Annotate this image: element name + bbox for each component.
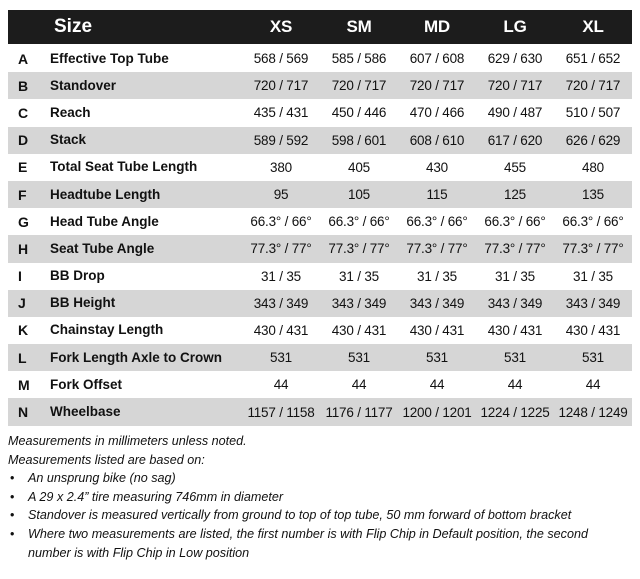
header-size-sm: SM xyxy=(346,17,372,36)
row-measurement-name: Wheelbase xyxy=(50,404,121,420)
table-row xyxy=(8,371,632,398)
cell-value-xl: 343 / 349 xyxy=(565,295,621,311)
cell-value-lg: 629 / 630 xyxy=(487,51,543,67)
cell-value-md: 531 xyxy=(426,350,448,366)
cell-value-sm: 31 / 35 xyxy=(339,268,379,284)
cell-value-xs: 568 / 569 xyxy=(253,51,309,67)
cell-value-xs: 380 xyxy=(270,159,292,175)
note-bullet-text: Standover is measured vertically from ground to top of top tube, 50 mm forward of bottom bracket xyxy=(28,508,572,523)
row-measurement-name: Seat Tube Angle xyxy=(50,240,155,256)
bullet-icon: • xyxy=(10,471,15,486)
row-measurement-name: Stack xyxy=(50,132,87,148)
measurement-notes xyxy=(8,432,632,562)
row-letter: A xyxy=(18,50,29,67)
cell-value-lg: 720 / 717 xyxy=(487,78,543,94)
row-letter: J xyxy=(18,295,26,312)
table-row xyxy=(8,127,632,154)
cell-value-lg: 44 xyxy=(507,377,523,393)
note-bullet-item xyxy=(8,525,632,562)
note-bullet-text: An unsprung bike (no sag) xyxy=(28,471,176,486)
cell-value-sm: 66.3° / 66° xyxy=(328,214,390,230)
cell-value-sm: 44 xyxy=(351,377,367,393)
table-row xyxy=(8,263,632,290)
row-letter: M xyxy=(18,376,30,393)
cell-value-md: 430 / 431 xyxy=(409,322,465,338)
row-letter: B xyxy=(18,77,29,94)
row-measurement-name: Reach xyxy=(50,104,91,120)
cell-value-md: 343 / 349 xyxy=(409,295,465,311)
row-letter: H xyxy=(18,240,29,257)
row-letter: D xyxy=(18,132,29,149)
cell-value-sm: 585 / 586 xyxy=(331,51,387,67)
cell-value-sm: 105 xyxy=(348,187,370,203)
table-header-row xyxy=(8,10,632,44)
cell-value-xl: 135 xyxy=(582,187,604,203)
bullet-icon: • xyxy=(10,489,15,504)
header-size-md: MD xyxy=(423,17,451,36)
row-letter: E xyxy=(18,159,28,176)
table-row xyxy=(8,99,632,126)
cell-value-sm: 405 xyxy=(348,159,370,175)
row-measurement-name: Fork Offset xyxy=(50,376,123,392)
table-row xyxy=(8,290,632,317)
cell-value-sm: 77.3° / 77° xyxy=(328,241,390,257)
cell-value-xl: 510 / 507 xyxy=(565,105,621,121)
cell-value-xs: 44 xyxy=(273,377,289,393)
table-row xyxy=(8,398,632,425)
row-measurement-name: Head Tube Angle xyxy=(50,213,159,229)
cell-value-md: 470 / 466 xyxy=(409,105,465,121)
note-bullet-text: Where two measurements are listed, the first number is with Flip Chip in Default position, the second number is with Flip Chip in Low position xyxy=(28,526,588,560)
cell-value-xl: 531 xyxy=(582,350,604,366)
cell-value-lg: 455 xyxy=(504,159,526,175)
cell-value-lg: 343 / 349 xyxy=(487,295,543,311)
table-row xyxy=(8,72,632,99)
cell-value-xl: 480 xyxy=(582,159,604,175)
cell-value-xs: 95 xyxy=(273,187,289,203)
row-letter: G xyxy=(18,213,29,230)
cell-value-xl: 44 xyxy=(585,377,601,393)
row-letter: F xyxy=(18,186,27,203)
cell-value-xs: 589 / 592 xyxy=(253,132,309,148)
cell-value-md: 44 xyxy=(429,377,445,393)
notes-basis-line: Measurements listed are based on: xyxy=(8,452,205,467)
cell-value-sm: 343 / 349 xyxy=(331,295,387,311)
cell-value-sm: 720 / 717 xyxy=(331,78,387,94)
cell-value-sm: 598 / 601 xyxy=(331,132,387,148)
cell-value-xl: 1248 / 1249 xyxy=(558,404,628,420)
row-measurement-name: Chainstay Length xyxy=(50,322,164,338)
cell-value-xs: 31 / 35 xyxy=(261,268,301,284)
note-bullet-text: A 29 x 2.4” tire measuring 746mm in diameter xyxy=(28,489,284,504)
row-measurement-name: Standover xyxy=(50,77,117,93)
cell-value-lg: 617 / 620 xyxy=(487,132,543,148)
cell-value-xs: 343 / 349 xyxy=(253,295,309,311)
cell-value-xl: 430 / 431 xyxy=(565,322,621,338)
cell-value-sm: 450 / 446 xyxy=(331,105,387,121)
row-measurement-name: Headtube Length xyxy=(50,186,161,202)
cell-value-lg: 77.3° / 77° xyxy=(484,241,546,257)
cell-value-xl: 31 / 35 xyxy=(573,268,613,284)
header-size-label: Size xyxy=(54,16,93,37)
cell-value-lg: 1224 / 1225 xyxy=(480,404,550,420)
row-letter: L xyxy=(18,349,27,366)
table-row xyxy=(8,317,632,344)
cell-value-md: 607 / 608 xyxy=(409,51,465,67)
cell-value-md: 608 / 610 xyxy=(409,132,465,148)
cell-value-xl: 651 / 652 xyxy=(565,51,621,67)
cell-value-md: 1200 / 1201 xyxy=(402,404,472,420)
cell-value-xl: 66.3° / 66° xyxy=(562,214,624,230)
note-bullet-item xyxy=(8,488,632,507)
cell-value-xs: 77.3° / 77° xyxy=(250,241,312,257)
row-measurement-name: Fork Length Axle to Crown xyxy=(50,349,222,365)
bullet-icon: • xyxy=(10,526,15,541)
cell-value-lg: 430 / 431 xyxy=(487,322,543,338)
cell-value-xs: 1157 / 1158 xyxy=(247,404,315,420)
geometry-table xyxy=(8,10,632,426)
cell-value-xl: 77.3° / 77° xyxy=(562,241,624,257)
cell-value-xs: 531 xyxy=(270,350,292,366)
cell-value-md: 720 / 717 xyxy=(409,78,465,94)
table-row xyxy=(8,208,632,235)
row-letter: N xyxy=(18,404,29,421)
cell-value-sm: 430 / 431 xyxy=(331,322,387,338)
row-letter: K xyxy=(18,322,29,339)
cell-value-xs: 430 / 431 xyxy=(253,322,309,338)
cell-value-lg: 490 / 487 xyxy=(487,105,543,121)
header-size-lg: LG xyxy=(503,17,527,36)
cell-value-lg: 125 xyxy=(504,187,526,203)
cell-value-sm: 1176 / 1177 xyxy=(325,404,393,420)
table-row xyxy=(8,181,632,208)
note-bullet-item xyxy=(8,469,632,488)
row-measurement-name: Effective Top Tube xyxy=(50,50,169,66)
table-row xyxy=(8,154,632,181)
cell-value-xs: 720 / 717 xyxy=(253,78,309,94)
cell-value-lg: 31 / 35 xyxy=(495,268,535,284)
cell-value-md: 77.3° / 77° xyxy=(406,241,468,257)
table-row xyxy=(8,45,632,72)
table-row xyxy=(8,344,632,371)
cell-value-xs: 66.3° / 66° xyxy=(250,214,312,230)
bullet-icon: • xyxy=(10,508,15,523)
cell-value-md: 31 / 35 xyxy=(417,268,457,284)
cell-value-lg: 66.3° / 66° xyxy=(484,214,546,230)
notes-bullet-list xyxy=(8,469,632,562)
cell-value-xl: 720 / 717 xyxy=(565,78,621,94)
row-measurement-name: BB Drop xyxy=(50,268,105,284)
note-bullet-item xyxy=(8,506,632,525)
row-measurement-name: Total Seat Tube Length xyxy=(50,159,198,175)
row-letter: I xyxy=(18,268,22,285)
cell-value-md: 66.3° / 66° xyxy=(406,214,468,230)
cell-value-xl: 626 / 629 xyxy=(565,132,621,148)
table-row xyxy=(8,235,632,262)
header-size-xl: XL xyxy=(582,17,604,36)
row-letter: C xyxy=(18,104,29,121)
table-body xyxy=(8,45,632,426)
cell-value-lg: 531 xyxy=(504,350,526,366)
cell-value-xs: 435 / 431 xyxy=(253,105,309,121)
row-measurement-name: BB Height xyxy=(50,295,116,311)
header-size-xs: XS xyxy=(269,17,293,36)
cell-value-sm: 531 xyxy=(348,350,370,366)
cell-value-md: 115 xyxy=(426,187,448,203)
cell-value-md: 430 xyxy=(426,159,448,175)
notes-units-line: Measurements in millimeters unless noted. xyxy=(8,434,247,448)
